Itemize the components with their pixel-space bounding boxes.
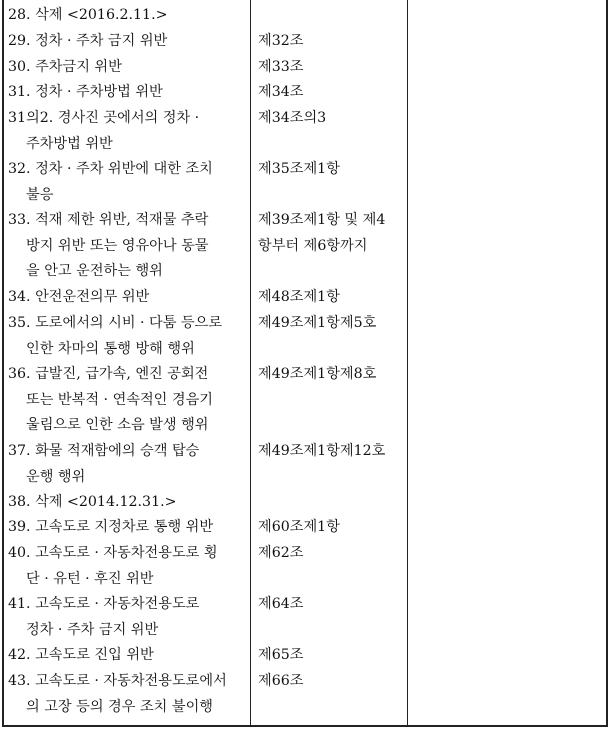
violation-item-continued: 울림으로 인한 소음 발생 행위 (26, 417, 209, 434)
table-row (8, 311, 244, 362)
table-row (8, 439, 244, 490)
article-cell (258, 439, 403, 465)
violation-item: 28. 삭제 <2016.2.11.> (8, 7, 168, 23)
article-ref: 제34조의3 (258, 110, 327, 126)
column-divider-2 (407, 0, 408, 727)
violation-item-continued: 인한 차마의 통행 방해 행위 (26, 340, 195, 357)
table-row (8, 592, 244, 643)
violation-item-continued: 정차 · 주차 금지 위반 (26, 621, 159, 638)
violation-item: 29. 정차 · 주차 금지 위반 (8, 33, 168, 49)
article-cell (258, 541, 403, 567)
table-row (8, 669, 244, 720)
article-ref: 제60조제1항 (258, 519, 340, 535)
table-right-border (606, 0, 608, 727)
article-cell (258, 362, 403, 388)
article-ref: 제32조 (258, 33, 304, 49)
violation-item: 34. 안전운전의무 위반 (8, 289, 150, 305)
table-left-border (2, 0, 4, 727)
table-row (8, 3, 244, 29)
violation-item: 31의2. 경사진 곳에서의 정차 · (8, 110, 200, 126)
table-row (8, 80, 244, 106)
article-cell (258, 515, 403, 541)
article-ref: 제65조 (258, 647, 304, 663)
column-divider-1 (250, 0, 251, 727)
violation-item: 35. 도로에서의 시비 · 다툼 등으로 (8, 315, 223, 331)
violation-item: 36. 급발진, 급가속, 엔진 공회전 (8, 366, 209, 382)
violation-item-continued: 운행 행위 (26, 468, 86, 485)
violation-item-continued: 또는 반복적 · 연속적인 경음기 (26, 391, 214, 408)
article-ref: 제33조 (258, 59, 304, 75)
violation-item: 39. 고속도로 지정차로 통행 위반 (8, 519, 214, 535)
article-ref: 제48조제1항 (258, 289, 340, 305)
violation-item-continued: 단 · 유턴 · 후진 위반 (26, 570, 154, 587)
article-ref: 제62조 (258, 545, 304, 561)
violation-item: 37. 화물 적재함에의 승객 탑승 (8, 443, 200, 459)
violation-item: 32. 정차 · 주차 위반에 대한 조치 (8, 161, 213, 177)
table-row (8, 490, 244, 516)
article-ref: 제66조 (258, 673, 304, 689)
article-cell (258, 29, 403, 55)
article-ref: 제49조제1항제12호 (258, 443, 386, 459)
violation-item: 30. 주차금지 위반 (8, 59, 122, 75)
table-row (8, 285, 244, 311)
article-cell (258, 106, 403, 132)
article-ref: 제39조제1항 및 제4 (258, 212, 386, 228)
table-row (8, 208, 244, 285)
article-cell (258, 157, 403, 183)
table-row (8, 515, 244, 541)
article-cell (258, 592, 403, 618)
table-row (8, 55, 244, 81)
violation-item-continued: 을 안고 운전하는 행위 (26, 263, 163, 280)
article-ref: 제34조 (258, 84, 304, 100)
article-ref: 제64조 (258, 596, 304, 612)
article-cell (258, 208, 403, 259)
table-row (8, 643, 244, 669)
table-row (8, 106, 244, 157)
article-ref: 제49조제1항제5호 (258, 315, 377, 331)
table-row (8, 541, 244, 592)
violation-item: 41. 고속도로 · 자동차전용도로 (8, 596, 200, 612)
article-cell (258, 55, 403, 81)
table-bottom-border (2, 725, 606, 727)
violation-item: 42. 고속도로 진입 위반 (8, 647, 154, 663)
violation-item-continued: 방지 위반 또는 영유아나 동물 (26, 237, 209, 254)
article-ref-continued: 항부터 제6항까지 (258, 237, 368, 254)
violation-item-continued: 불응 (26, 186, 54, 203)
article-ref: 제49조제1항제8호 (258, 366, 377, 382)
violation-item: 38. 삭제 <2014.12.31.> (8, 494, 177, 510)
article-cell (258, 669, 403, 695)
article-ref: 제35조제1항 (258, 161, 340, 177)
article-cell (258, 285, 403, 311)
violation-item: 40. 고속도로 · 자동차전용도로 횡 (8, 545, 218, 561)
table-row (8, 362, 244, 439)
violation-item-continued: 주차방법 위반 (26, 135, 113, 152)
violation-item: 43. 고속도로 · 자동차전용도로에서 (8, 673, 227, 689)
violation-item-continued: 의 고장 등의 경우 조치 불이행 (26, 698, 214, 715)
article-cell (258, 80, 403, 106)
article-cell (258, 311, 403, 337)
violation-item: 33. 적재 제한 위반, 적재물 추락 (8, 212, 209, 228)
table-row (8, 157, 244, 208)
violation-item: 31. 정차 · 주차방법 위반 (8, 84, 163, 100)
article-cell (258, 643, 403, 669)
table-row (8, 29, 244, 55)
